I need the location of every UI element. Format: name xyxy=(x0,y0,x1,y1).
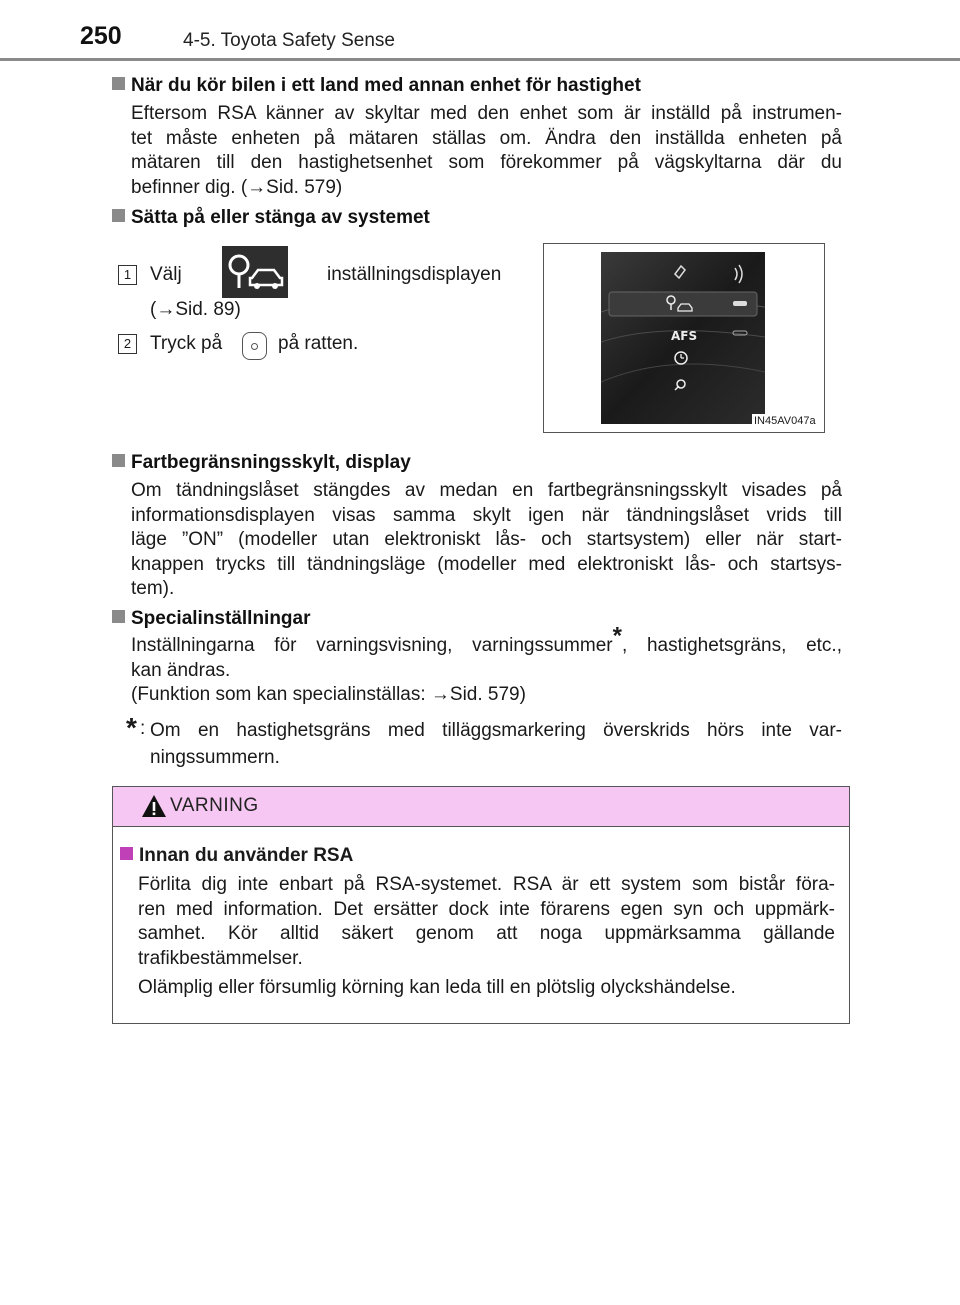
paragraph-line: kan ändras. xyxy=(131,659,231,681)
bullet-square-icon xyxy=(112,610,125,623)
paragraph-line: mätaren till den hastighetsenhet som förekommer på vägskyltarna där du xyxy=(131,152,842,173)
custom-line1-a: Inställningarna för varningsvisning, varningssummer xyxy=(131,635,613,656)
heading-display-text: Fartbegränsningsskylt, display xyxy=(131,452,411,473)
footnote-star: * xyxy=(612,622,622,650)
footnote-line: Om en hastighetsgräns med tilläggsmarkering överskrids hörs inte var- xyxy=(150,720,842,741)
page-number: 250 xyxy=(80,22,122,50)
warning-subheading xyxy=(120,845,353,867)
bullet-square-icon xyxy=(112,209,125,222)
warning-line: Olämplig eller försumlig körning kan leda till en plötslig olyckshändelse. xyxy=(138,977,736,998)
custom-line1-b: , hastighetsgräns, etc., xyxy=(621,635,842,656)
warning-bullet-icon xyxy=(120,847,133,860)
footnote-colon: : xyxy=(140,718,146,739)
paragraph-line xyxy=(131,622,842,659)
paragraph-line: läge ”ON” (modeller utan elektroniskt lås- och startsystem) eller när start- xyxy=(131,529,842,550)
header-rule xyxy=(0,58,960,61)
warning-title: VARNING xyxy=(170,795,259,816)
warning-subheading-text: Innan du använder RSA xyxy=(139,845,354,866)
section-title: 4-5. Toyota Safety Sense xyxy=(183,30,395,51)
paragraph-line: befinner dig. (→Sid. 579) xyxy=(131,176,343,198)
footnote-marker: * xyxy=(126,712,137,743)
warning-line: trafikbestämmelser. xyxy=(138,947,303,969)
warning-header xyxy=(113,787,849,827)
footnote-text xyxy=(150,717,842,771)
step-1-suffix: inställningsdisplayen xyxy=(327,264,502,285)
bullet-square-icon xyxy=(112,454,125,467)
heading-custom-text: Specialinställningar xyxy=(131,608,311,629)
afs-label: AFS xyxy=(671,329,698,343)
paragraph-line: Om tändningslåset stängdes av medan en fartbegränsningsskylt visades på xyxy=(131,480,842,501)
warning-line: samhet. Kör alltid säkert genom att noga uppmärksamma gällande xyxy=(138,923,835,944)
paragraph-line: Eftersom RSA känner av skyltar med den enhet som är inställd på instrumen- xyxy=(131,103,842,124)
display-photo-frame xyxy=(543,243,825,433)
step-2-suffix: på ratten. xyxy=(278,333,359,354)
warning-triangle-icon xyxy=(141,793,167,819)
paragraph-line: tem). xyxy=(131,578,175,599)
steering-wheel-button-icon xyxy=(242,332,267,360)
heading-onoff-text: Sätta på eller stänga av systemet xyxy=(131,207,430,228)
warning-paragraph-2 xyxy=(138,976,835,1001)
step-1-prefix: Välj xyxy=(150,264,182,285)
page-header xyxy=(0,0,960,62)
paragraph-unit xyxy=(131,102,842,200)
heading-display xyxy=(112,452,411,474)
step-1-badge: 1 xyxy=(118,265,137,285)
heading-custom xyxy=(112,608,311,630)
warning-line: ren med information. Det ersätter dock inte förarens egen syn och uppmärk- xyxy=(138,898,835,920)
paragraph-line: informationsdisplayen visas samma skylt igen när tändningslåset vrids till xyxy=(131,504,842,526)
warning-line: Förlita dig inte enbart på RSA-systemet. RSA är ett system som bistår föra- xyxy=(138,874,835,895)
warning-paragraph xyxy=(138,873,835,971)
heading-unit xyxy=(112,75,641,97)
heading-unit-text: När du kör bilen i ett land med annan enhet för hastighet xyxy=(131,75,641,96)
footnote-line: ningssummern. xyxy=(150,747,280,768)
paragraph-custom xyxy=(131,622,842,708)
paragraph-line: tet måste enheten på mätaren ställas om. Ändra den inställda enheten på xyxy=(131,127,842,149)
photo-code: IN45AV047a xyxy=(754,415,816,427)
step-2-badge: 2 xyxy=(118,334,137,354)
bullet-square-icon xyxy=(112,77,125,90)
heading-onoff xyxy=(112,207,430,229)
rsa-settings-icon xyxy=(222,246,288,298)
step-2-prefix: Tryck på xyxy=(150,333,223,354)
warning-box xyxy=(112,786,850,1024)
paragraph-line: knappen trycks till tändningsläge (modeller med elektroniskt lås- och startsys- xyxy=(131,553,842,575)
step-1-reference: (→Sid. 89) xyxy=(150,299,241,320)
display-photo xyxy=(601,252,765,424)
paragraph-line: (Funktion som kan specialinställas: →Sid. 579) xyxy=(131,684,526,705)
paragraph-display xyxy=(131,479,842,602)
